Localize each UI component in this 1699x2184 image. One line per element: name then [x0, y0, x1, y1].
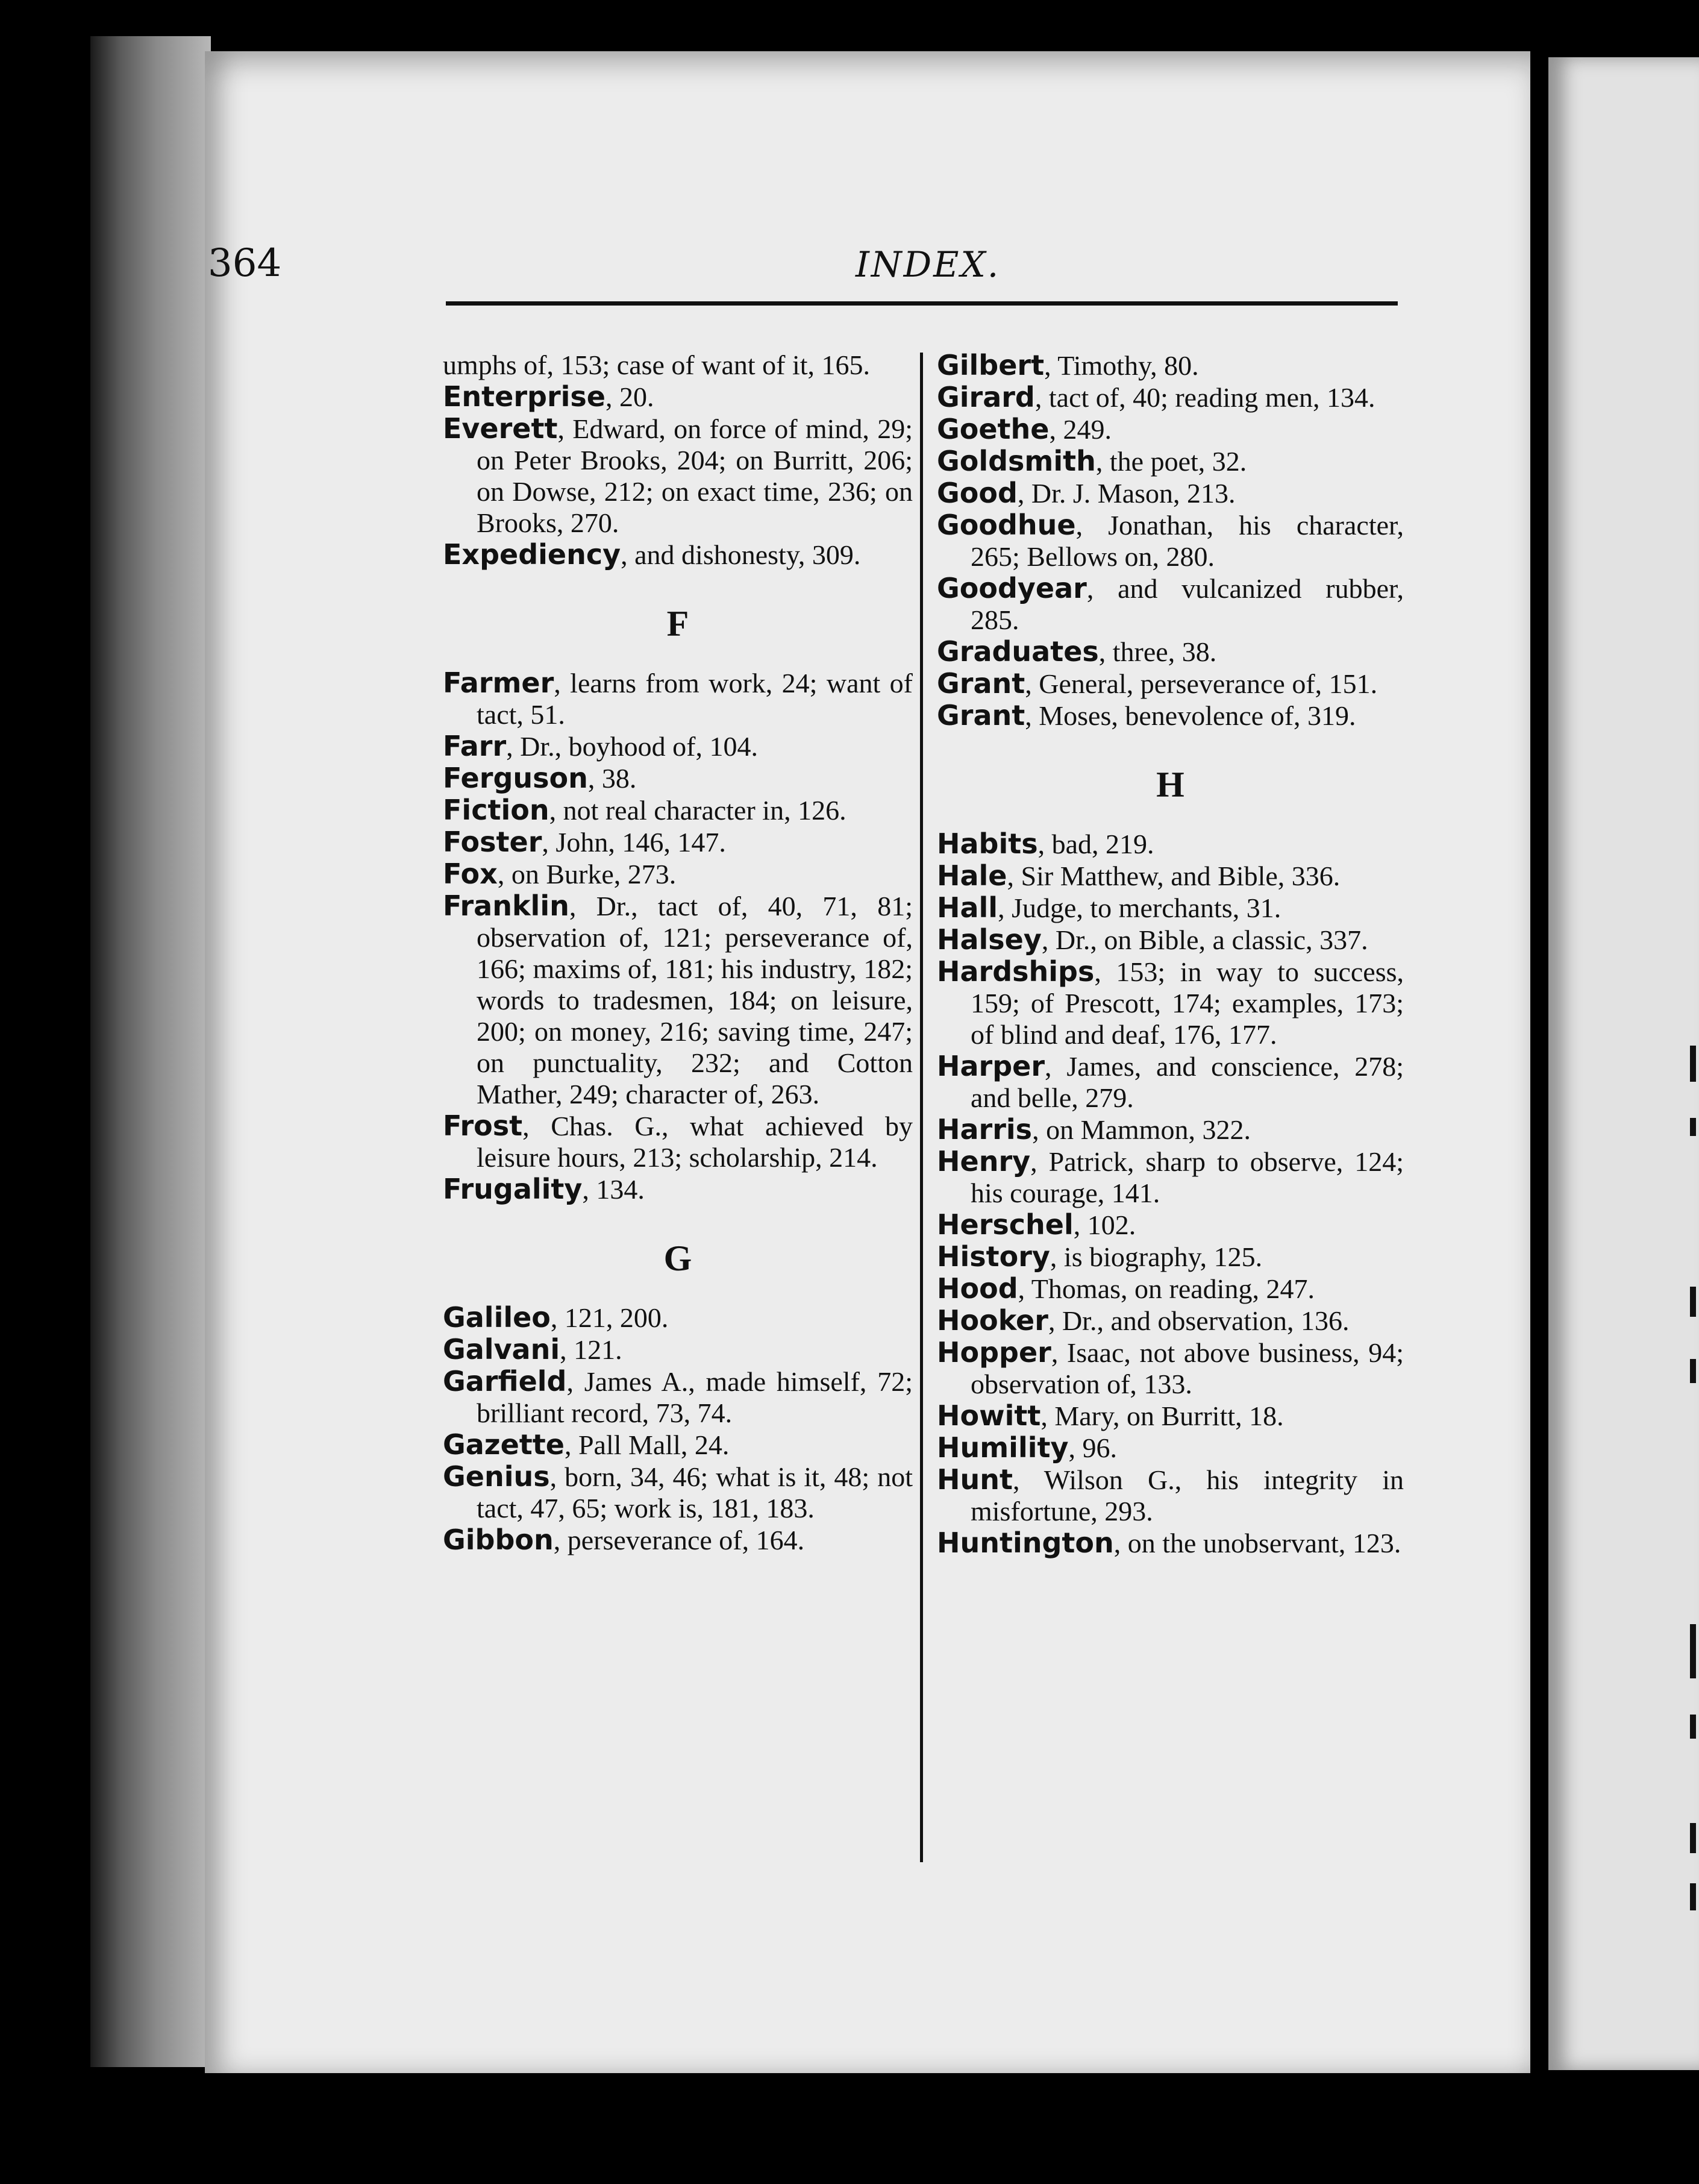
- index-entry: [937, 1209, 1404, 1241]
- index-headword: Goodyear: [937, 572, 1087, 604]
- index-headword: Herschel: [937, 1208, 1074, 1241]
- index-entry-text: , Jonathan, his character, 265; Bellows on, 280.: [971, 510, 1404, 572]
- index-entry-text: , 153; in way to success, 159; of Prescott, 174; examples, 173; of blind and deaf, 176, 177.: [971, 956, 1404, 1050]
- facing-page-mark: [1690, 1624, 1696, 1678]
- index-entry: [937, 509, 1404, 573]
- index-entry-text: , 121.: [560, 1334, 622, 1365]
- column-divider: [920, 353, 923, 1862]
- index-entry: [443, 1429, 913, 1461]
- index-entry-text: , perseverance of, 164.: [553, 1525, 805, 1555]
- index-entry-text: , Edward, on force of mind, 29; on Peter Brooks, 204; on Burritt, 206; on Dowse, 212; on exact time, 236; on Brooks, 270.: [477, 413, 913, 538]
- index-entry-text: , Isaac, not above business, 94; observation of, 133.: [971, 1337, 1404, 1399]
- running-head: INDEX.: [856, 244, 1001, 285]
- index-entry: [937, 1464, 1404, 1527]
- index-entry: [937, 860, 1404, 892]
- index-entry-text: , is biography, 125.: [1050, 1241, 1263, 1272]
- index-entry: [937, 956, 1404, 1050]
- index-headword: Good: [937, 477, 1018, 509]
- index-entry-text: , Sir Matthew, and Bible, 336.: [1007, 861, 1341, 891]
- index-entry: [937, 924, 1404, 956]
- index-entry-text: , not real character in, 126.: [549, 795, 846, 826]
- index-headword: Enterprise: [443, 380, 606, 413]
- index-headword: Goethe: [937, 413, 1050, 445]
- index-entry: [937, 445, 1404, 477]
- index-entry-text: , 96.: [1068, 1432, 1117, 1463]
- facing-page-mark: [1690, 1883, 1696, 1910]
- index-entry-text: , Mary, on Burritt, 18.: [1040, 1401, 1284, 1431]
- index-entry-text: , three, 38.: [1098, 636, 1217, 667]
- index-entry: [937, 1337, 1404, 1400]
- index-headword: Gazette: [443, 1428, 565, 1461]
- index-entry-text: , 121, 200.: [550, 1302, 669, 1333]
- facing-page-edge: [1548, 57, 1699, 2070]
- index-entry: [937, 700, 1404, 732]
- index-entry: [937, 1146, 1404, 1209]
- index-entry-text: , tact of, 40; reading men, 134.: [1034, 382, 1375, 413]
- index-entry-text: , 102.: [1073, 1210, 1136, 1240]
- index-entry-text: , born, 34, 46; what is it, 48; not tact, 47, 65; work is, 181, 183.: [477, 1461, 913, 1523]
- index-headword: Goodhue: [937, 509, 1076, 541]
- facing-page-mark: [1690, 1359, 1696, 1383]
- index-entry-text: , Thomas, on reading, 247.: [1018, 1273, 1315, 1304]
- facing-page-mark: [1690, 1715, 1696, 1739]
- index-entry-text: , James A., made himself, 72; brilliant record, 73, 74.: [477, 1366, 913, 1428]
- index-entry-text: , and vulcanized rubber, 285.: [971, 573, 1404, 635]
- index-headword: Farmer: [443, 667, 554, 699]
- index-headword: Galvani: [443, 1333, 560, 1366]
- index-entry: [937, 892, 1404, 924]
- facing-page-mark: [1690, 1118, 1696, 1136]
- header-rule: [446, 301, 1398, 306]
- index-headword: Hunt: [937, 1463, 1013, 1496]
- index-entry: [443, 1173, 913, 1205]
- index-headword: Howitt: [937, 1399, 1041, 1432]
- index-entry: [443, 1334, 913, 1366]
- index-entry: [443, 1302, 913, 1334]
- index-entry-text: , Patrick, sharp to observe, 124; his courage, 141.: [971, 1146, 1404, 1208]
- index-entry: [443, 413, 913, 539]
- index-headword: Foster: [443, 826, 542, 858]
- index-headword: History: [937, 1240, 1050, 1273]
- index-entry: [443, 381, 913, 413]
- index-entry: [443, 350, 913, 381]
- index-entry-text: , Dr. J. Mason, 213.: [1017, 478, 1236, 509]
- index-entry-text: , Moses, benevolence of, 319.: [1025, 700, 1356, 731]
- index-entry-text: , on the unobservant, 123.: [1113, 1528, 1401, 1558]
- index-headword: Grant: [937, 667, 1025, 700]
- index-entry: [443, 858, 913, 890]
- index-headword: Hooker: [937, 1304, 1048, 1337]
- index-headword: Grant: [937, 699, 1025, 732]
- index-entry-text: , James, and conscience, 278; and belle, 279.: [971, 1051, 1404, 1113]
- index-entry: [443, 1366, 913, 1429]
- index-entry: [443, 1461, 913, 1524]
- index-entry-text: , Chas. G., what achieved by leisure hours, 213; scholarship, 214.: [477, 1111, 913, 1173]
- index-entry-text: , Judge, to merchants, 31.: [998, 893, 1281, 923]
- index-headword: Fiction: [443, 794, 549, 826]
- index-entry-text: , on Mammon, 322.: [1032, 1114, 1251, 1145]
- index-entry: [937, 636, 1404, 668]
- index-entry: [937, 1114, 1404, 1146]
- index-entry: [937, 477, 1404, 509]
- index-entry-text: , the poet, 32.: [1095, 446, 1247, 477]
- index-entry: [443, 826, 913, 858]
- index-entry: [937, 668, 1404, 700]
- index-headword: Harper: [937, 1050, 1045, 1082]
- index-entry: [937, 413, 1404, 445]
- index-entry-text: , Wilson G., his integrity in misfortune, 293.: [971, 1464, 1404, 1527]
- index-headword: Farr: [443, 730, 507, 762]
- index-headword: Goldsmith: [937, 445, 1096, 477]
- index-entry: [937, 1305, 1404, 1337]
- index-entry-text: , Dr., tact of, 40, 71, 81; observation of, 121; perseverance of, 166; maxims of, 181; his industry, 182; words to tradesmen, 184; on leisure, 200; on money, 216; saving time, 247; on punctuality, 232; and Cotton Mather, 249; character of, 263.: [477, 891, 913, 1109]
- index-headword: Galileo: [443, 1301, 551, 1334]
- index-headword: Hopper: [937, 1336, 1051, 1369]
- section-letter: G: [663, 1238, 692, 1278]
- index-headword: Graduates: [937, 635, 1099, 668]
- index-entry-text: , and dishonesty, 309.: [621, 539, 861, 570]
- index-headword: Gilbert: [937, 349, 1045, 381]
- index-headword: Harris: [937, 1113, 1033, 1146]
- index-headword: Henry: [937, 1145, 1031, 1178]
- section-letter: H: [1156, 765, 1184, 805]
- index-entry-text: , 134.: [582, 1174, 645, 1205]
- index-entry: [443, 730, 913, 762]
- index-headword: Girard: [937, 381, 1035, 413]
- index-entry: [937, 828, 1404, 860]
- index-entry: [937, 1432, 1404, 1464]
- facing-page-mark: [1690, 1287, 1696, 1317]
- index-entry: [937, 1527, 1404, 1559]
- index-entry-text: , 20.: [605, 381, 654, 412]
- index-headword: Ferguson: [443, 762, 588, 794]
- index-entry: [937, 1273, 1404, 1305]
- index-entry: [443, 762, 913, 794]
- index-headword: Genius: [443, 1460, 550, 1493]
- index-headword: Habits: [937, 827, 1038, 860]
- index-headword: Fox: [443, 858, 498, 890]
- index-entry-text: , General, perseverance of, 151.: [1025, 668, 1378, 699]
- index-entry-text: , 38.: [587, 763, 637, 794]
- index-entry-text: , John, 146, 147.: [542, 827, 726, 858]
- index-entry: [443, 539, 913, 571]
- index-entry-text: , learns from work, 24; want of tact, 51.: [477, 668, 913, 730]
- index-headword: Franklin: [443, 890, 569, 922]
- index-headword: Hale: [937, 859, 1007, 892]
- index-column-left: [443, 350, 913, 1556]
- index-headword: Frost: [443, 1109, 523, 1142]
- index-entry: [937, 1400, 1404, 1432]
- index-column-right: [937, 350, 1404, 1559]
- index-headword: Huntington: [937, 1527, 1114, 1559]
- index-headword: Expediency: [443, 538, 621, 571]
- index-entry-text: , Dr., boyhood of, 104.: [506, 731, 758, 762]
- index-headword: Gibbon: [443, 1523, 554, 1556]
- index-headword: Halsey: [937, 923, 1042, 956]
- index-entry-text: , Dr., on Bible, a classic, 337.: [1041, 924, 1368, 955]
- index-entry-text: , Dr., and observation, 136.: [1048, 1305, 1350, 1336]
- index-entry: [937, 381, 1404, 413]
- index-entry-text: , bad, 219.: [1037, 829, 1154, 859]
- index-headword: Garfield: [443, 1365, 567, 1398]
- index-headword: Frugality: [443, 1173, 583, 1205]
- index-entry: [443, 890, 913, 1110]
- index-headword: Hall: [937, 891, 998, 924]
- page-edge-shadow: [90, 36, 211, 2067]
- facing-page-mark: [1690, 1046, 1696, 1082]
- index-entry: [937, 1241, 1404, 1273]
- index-entry: [937, 350, 1404, 381]
- index-headword: Humility: [937, 1431, 1069, 1464]
- index-entry: [443, 667, 913, 730]
- index-headword: Hardships: [937, 955, 1095, 988]
- page-number: 364: [208, 241, 282, 286]
- index-entry: [937, 573, 1404, 636]
- index-entry-text: , Timothy, 80.: [1044, 350, 1199, 381]
- index-entry: [937, 1050, 1404, 1114]
- index-entry-text: , Pall Mall, 24.: [564, 1429, 730, 1460]
- section-letter: F: [666, 604, 689, 644]
- index-headword: Everett: [443, 412, 558, 445]
- facing-page-mark: [1690, 1823, 1696, 1853]
- index-entry-text: umphs of, 153; case of want of it, 165.: [443, 350, 871, 380]
- index-entry: [443, 1110, 913, 1173]
- index-headword: Hood: [937, 1272, 1018, 1305]
- index-entry-text: , 249.: [1049, 414, 1112, 445]
- index-entry: [443, 1524, 913, 1556]
- index-entry-text: , on Burke, 273.: [497, 859, 677, 890]
- index-entry: [443, 794, 913, 826]
